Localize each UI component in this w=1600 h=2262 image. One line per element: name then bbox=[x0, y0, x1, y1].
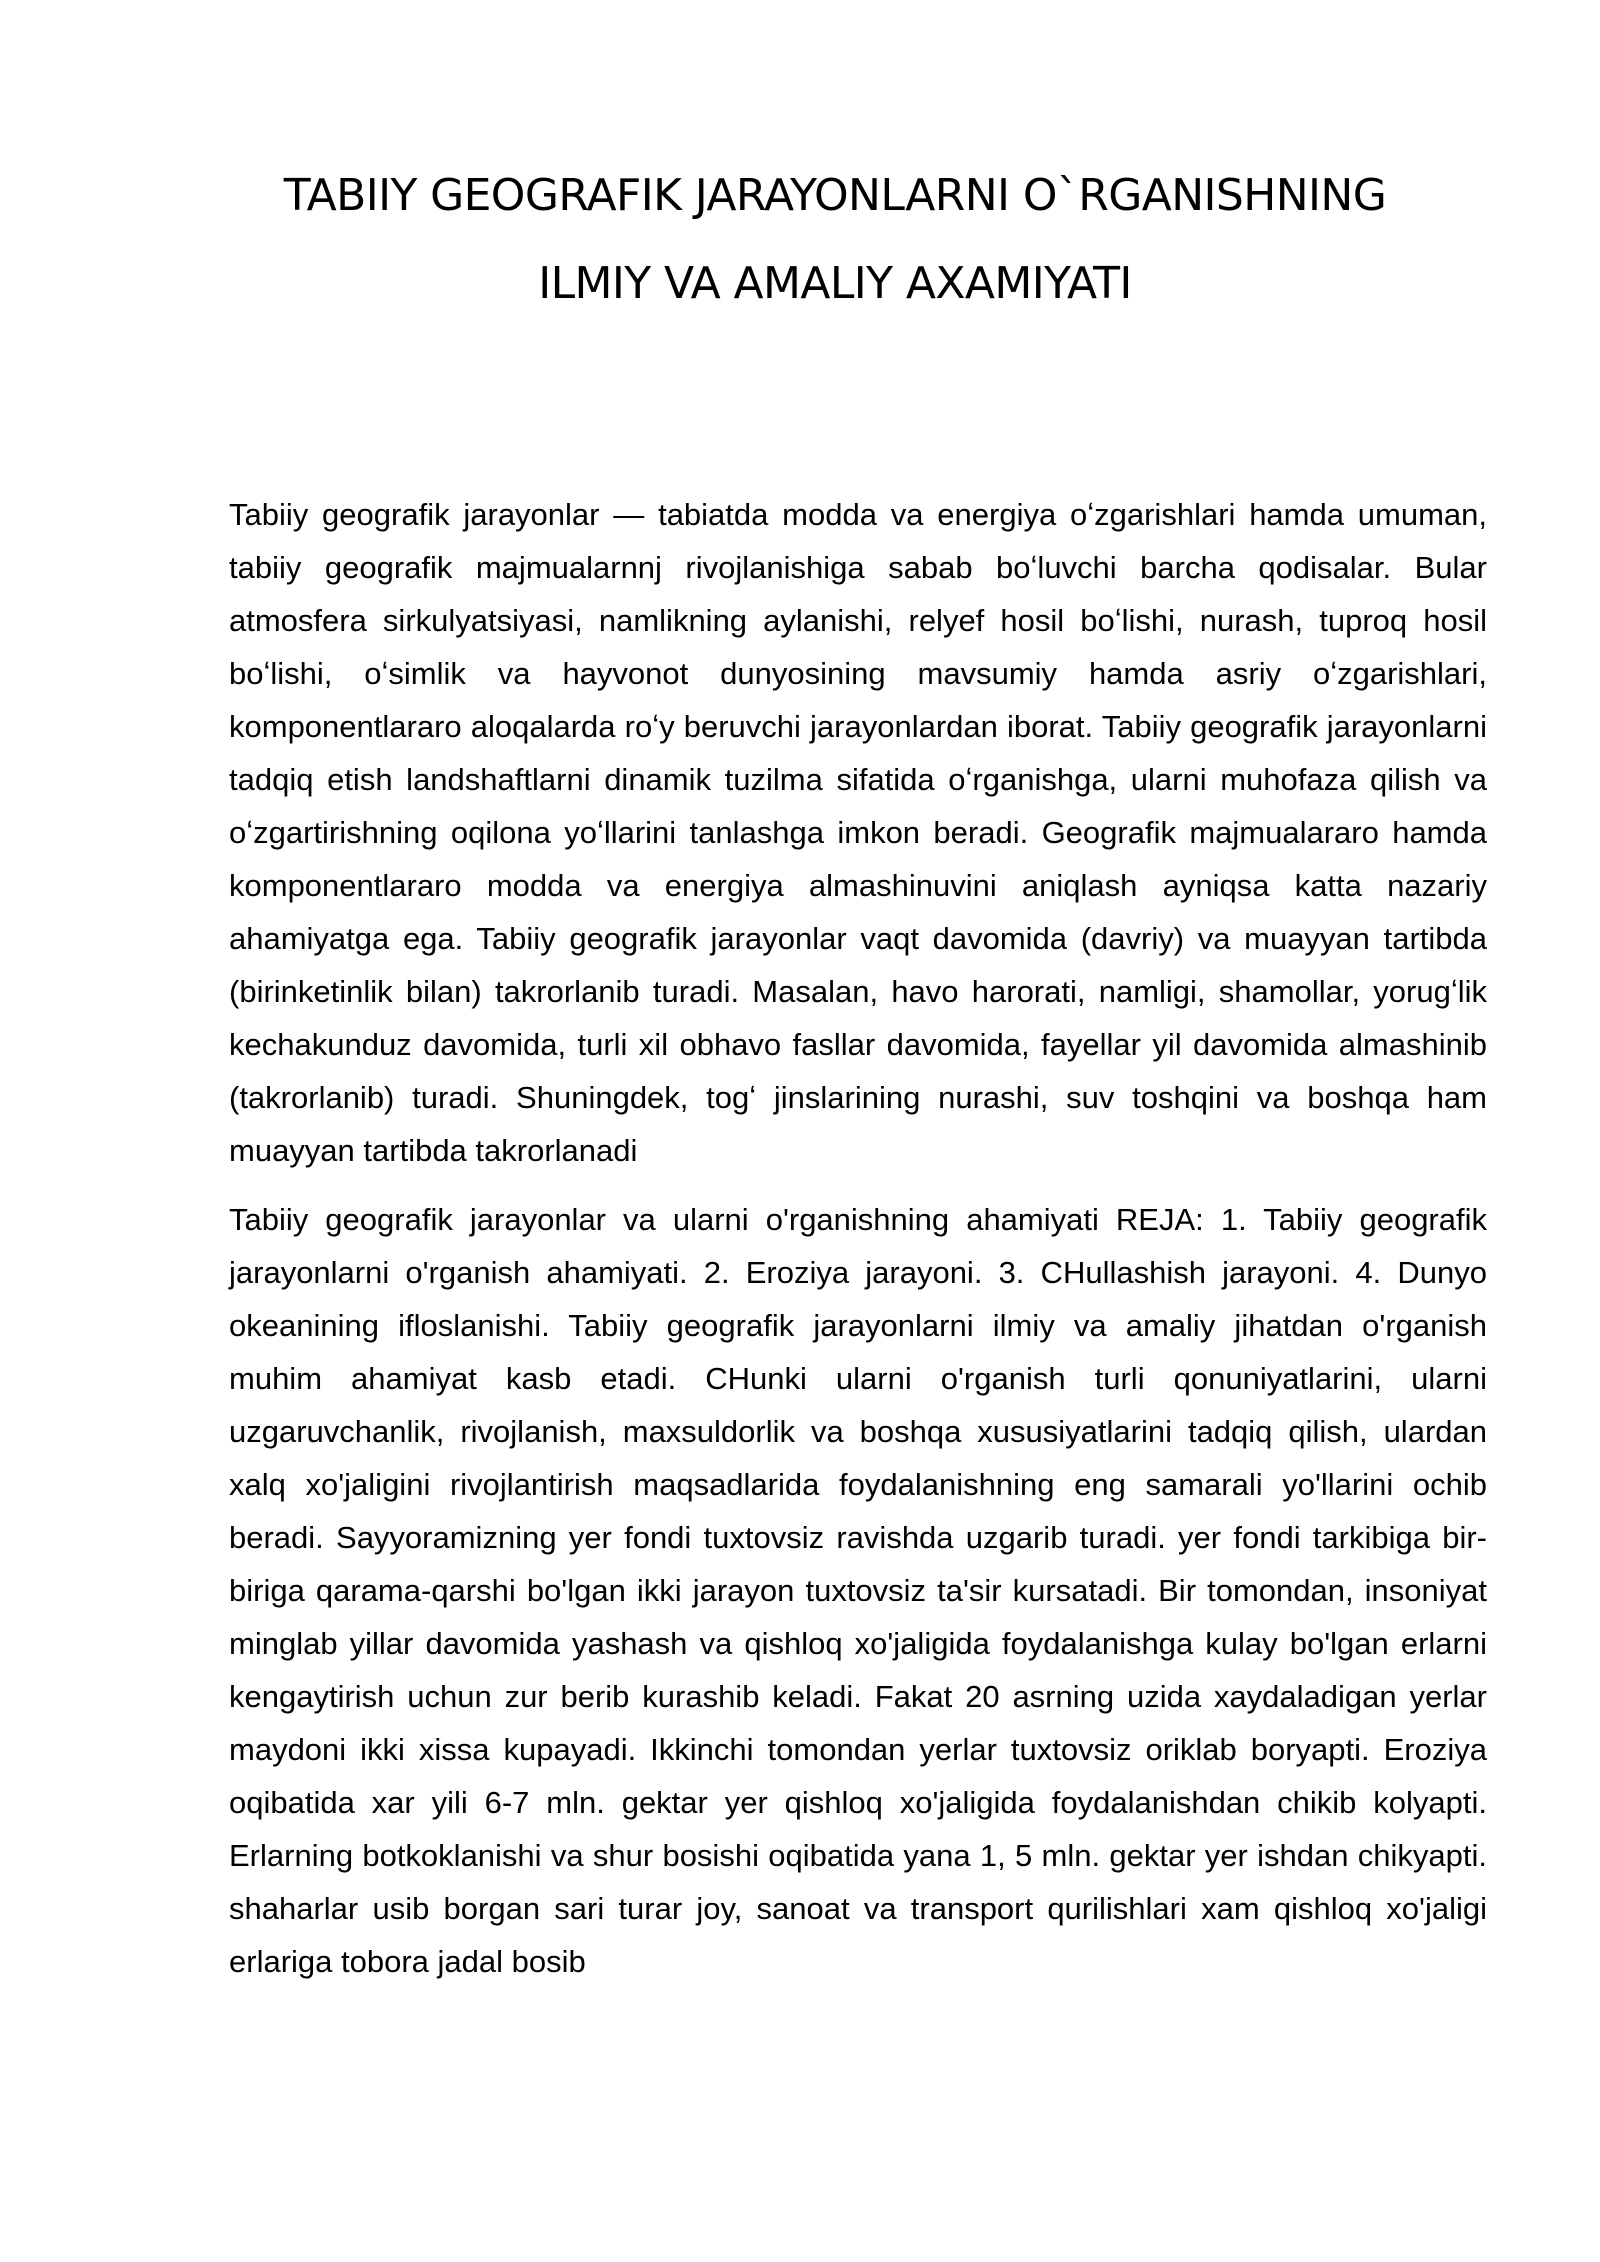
document-title bbox=[200, 152, 1470, 328]
body-paragraph-1: Tabiiy geografik jarayonlar — tabiatda modda va energiya oʻzgarishlari hamda umuman, tabiiy geografik majmualarnnj rivojlanishiga sabab boʻluvchi barcha qodisalar. Bular atmosfera sirkulyatsiyasi, namlikning aylanishi, relyef hosil boʻlishi, nurash, tuproq hosil boʻlishi, oʻsimlik va hayvonot dunyosining mavsumiy hamda asriy oʻzgarishlari, komponentlararo aloqalarda roʻy beruvchi jarayonlardan iborat. Tabiiy geografik jarayonlarni tadqiq etish landshaftlarni dinamik tuzilma sifatida oʻrganishga, ularni muhofaza qilish va oʻzgartirishning oqilona yoʻllarini tanlashga imkon beradi. Geografik majmualararo hamda komponentlararo modda va energiya almashinuvini aniqlash ayniqsa katta nazariy ahamiyatga ega. Tabiiy geografik jarayonlar vaqt davomida (davriy) va muayyan tartibda (birinketinlik bilan) takrorlanib turadi. Masalan, havo harorati, namligi, shamollar, yorugʻlik kechakunduz davomida, turli xil obhavo fasllar davomida, fayellar yil davomida almashinib (takrorlanib) turadi. Shuningdek, togʻ jinslarining nurashi, suv toshqini va boshqa ham muayyan tartibda takrorlanadi bbox=[229, 497, 1487, 1168]
title-line-1: TABIIY GEOGRAFIK JARAYONLARNI O`RGANISHNING bbox=[283, 170, 1387, 221]
title-line-2: ILMIY VA AMALIY AXAMIYATI bbox=[538, 258, 1132, 309]
body-paragraph-2: Tabiiy geografik jarayonlar va ularni o'rganishning ahamiyati REJA: 1. Tabiiy geografik jarayonlarni o'rganish ahamiyati. 2. Eroziya jarayoni. 3. CHullashish jarayoni. 4. Dunyo okeanining ifloslanishi. Tabiiy geografik jarayonlarni ilmiy va amaliy jihatdan o'rganish muhim ahamiyat kasb etadi. CHunki ularni o'rganish turli qonuniyatlarini, ularni uzgaruvchanlik, rivojlanish, maxsuldorlik va boshqa xususiyatlarini tadqiq qilish, ulardan xalq xo'jaligini rivojlantirish maqsadlarida foydalanishning eng samarali yo'llarini ochib beradi. Sayyoramizning yer fondi tuxtovsiz ravishda uzgarib turadi. yer fondi tarkibiga bir-biriga qarama-qarshi bo'lgan ikki jarayon tuxtovsiz ta'sir kursatadi. Bir tomondan, insoniyat minglab yillar davomida yashash va qishloq xo'jaligida foydalanishga kulay bo'lgan erlarni kengaytirish uchun zur berib kurashib keladi. Fakat 20 asrning uzida xaydaladigan yerlar maydoni ikki xissa kupayadi. Ikkinchi tomondan yerlar tuxtovsiz oriklab boryapti. Eroziya oqibatida xar yili 6-7 mln. gektar yer qishloq xo'jaligida foydalanishdan chikib kolyapti. Erlarning botkoklanishi va shur bosishi oqibatida yana 1, 5 mln. gektar yer ishdan chikyapti. shaharlar usib borgan sari turar joy, sanoat va transport qurilishlari xam qishloq xo'jaligi erlariga tobora jadal bosib bbox=[229, 1202, 1487, 1979]
document-body bbox=[229, 488, 1487, 2004]
